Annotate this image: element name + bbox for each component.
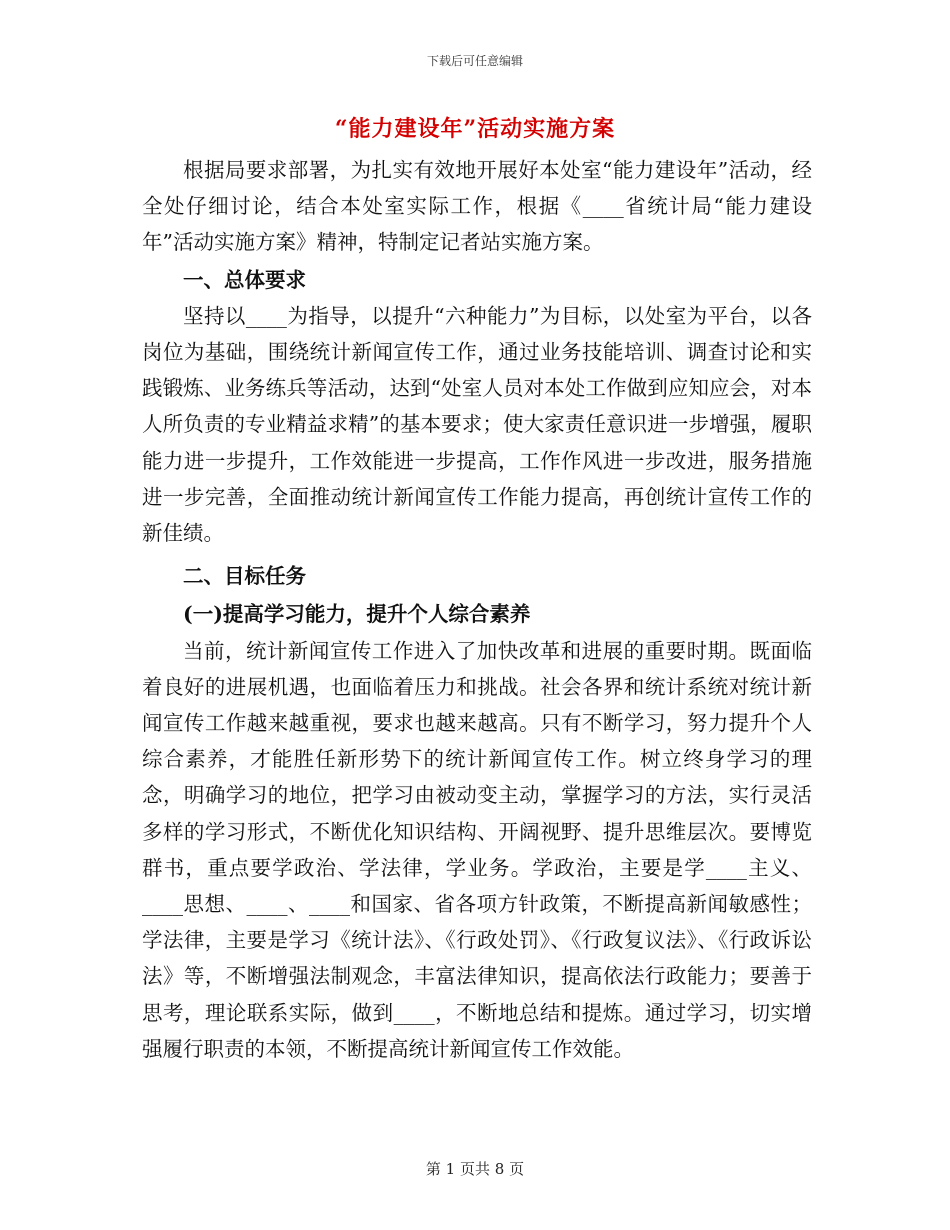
document-title: “能力建设年”活动实施方案 (334, 116, 616, 142)
section-heading-goals-tasks: 二、目标任务 (183, 564, 306, 589)
subsection-paragraph-learning-ability: 当前，统计新闻宣传工作进入了加快改革和进展的重要时期。既面临着良好的进展机遇，也面临着压力和挑战。社会各界和统计系统对统计新闻宣传工作越来越重视，要求也越来越高。只有不断学习，努力提升个人综合素养，才能胜任新形势下的统计新闻宣传工作。树立终身学习的理念，明确学习的地位，把学习由被动变主动，掌握学习的方法，实行灵活多样的学习形式，不断优化知识结构、开阔视野、提升思维层次。要博览群书，重点要学政治、学法律，学业务。学政治，主要是学____主义、____思想、____、____和国家、省各项方针政策，不断提高新闻敏感性；学法律，主要是学习《统计法》、《行政处罚》、《行政复议法》、《行政诉讼法》等，不断增强法制观念，丰富法律知识，提高依法行政能力；要善于思考，理论联系实际，做到____，不断地总结和提炼。通过学习，切实增强履行职责的本领，不断提高统计新闻宣传工作效能。 (142, 638, 812, 1061)
document-body (142, 152, 812, 1067)
intro-paragraph: 根据局要求部署，为扎实有效地开展好本处室“能力建设年”活动，经全处仔细讨论，结合本处室实际工作，根据《____省统计局“能力建设年”活动实施方案》精神，特制定记者站实施方案。 (142, 158, 812, 255)
page-header-note: 下载后可任意编辑 (426, 54, 523, 68)
section-heading-overall-requirements: 一、总体要求 (183, 267, 306, 292)
subsection-heading-learning-ability: (一)提高学习能力，提升个人综合素养 (183, 602, 531, 627)
section-paragraph-overall-requirements: 坚持以____为指导，以提升“六种能力”为目标，以处室为平台，以各岗位为基础，围绕统计新闻宣传工作，通过业务技能培训、调查讨论和实践锻炼、业务练兵等活动，达到“处室人员对本处工作做到应知应会，对本人所负责的专业精益求精”的基本要求；使大家责任意识进一步增强，履职能力进一步提升，工作效能进一步提高，工作作风进一步改进，服务措施进一步完善，全面推动统计新闻宣传工作能力提高，再创统计宣传工作的新佳绩。 (142, 303, 812, 546)
page-number: 第 1 页共 8 页 (425, 1160, 525, 1178)
